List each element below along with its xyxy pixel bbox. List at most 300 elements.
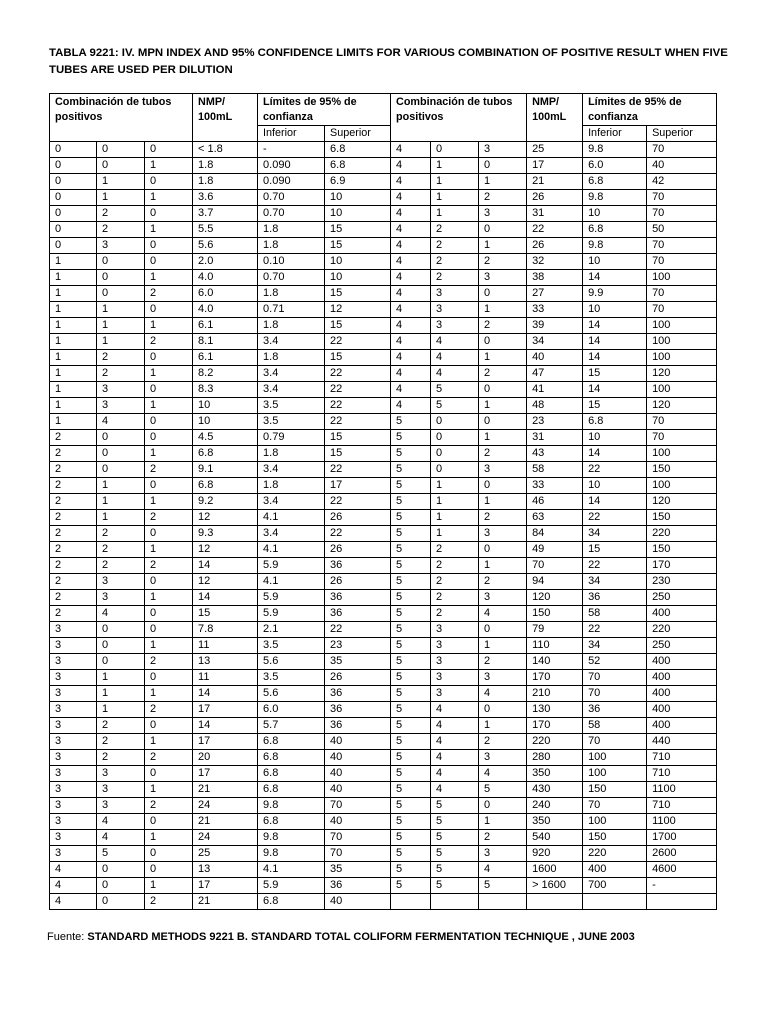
right-cell: 5 [431,862,479,878]
left-cell: 22 [325,526,391,542]
left-cell: 15 [325,446,391,462]
right-cell: 1600 [527,862,583,878]
table-row [50,862,717,878]
right-cell: 9.8 [583,142,647,158]
right-cell: 140 [527,654,583,670]
right-cell: 150 [527,606,583,622]
right-cell: 250 [647,638,717,654]
right-cell: 10 [583,254,647,270]
left-cell: 1 [145,158,193,174]
left-cell: 3 [50,846,97,862]
left-cell: 2 [145,798,193,814]
left-cell: 40 [325,894,391,910]
right-cell: 70 [647,206,717,222]
left-cell: 4 [50,894,97,910]
left-cell: 0.090 [258,158,325,174]
left-cell: 5.9 [258,606,325,622]
right-cell: 0 [479,702,527,718]
right-cell: 70 [647,286,717,302]
right-cell: 0 [479,334,527,350]
right-cell: 70 [647,302,717,318]
left-cell: 2 [97,350,145,366]
left-cell: 40 [325,766,391,782]
right-cell: 4 [391,366,431,382]
right-cell: 14 [583,494,647,510]
left-cell: 0.70 [258,190,325,206]
left-cell: 4 [97,414,145,430]
right-cell: 3 [431,318,479,334]
left-cell: 9.8 [258,798,325,814]
left-cell: 2 [145,654,193,670]
right-cell: 540 [527,830,583,846]
right-cell: 4 [391,350,431,366]
right-cell [583,894,647,910]
left-cell: 13 [193,862,258,878]
left-cell: 6.8 [258,782,325,798]
left-cell: 1 [97,478,145,494]
table-row [50,190,717,206]
right-cell [479,894,527,910]
table-row [50,510,717,526]
left-cell: 3 [50,638,97,654]
right-cell [431,894,479,910]
right-cell: 4 [479,686,527,702]
table-row [50,462,717,478]
right-cell: 52 [583,654,647,670]
right-cell: 1 [431,494,479,510]
left-cell: 17 [193,702,258,718]
right-cell: 0 [431,414,479,430]
table-row [50,366,717,382]
right-cell: 0 [479,478,527,494]
left-cell: 6.8 [258,894,325,910]
right-cell: 700 [583,878,647,894]
left-cell: 2 [97,366,145,382]
right-cell: 4 [391,238,431,254]
left-cell: 1.8 [193,158,258,174]
left-cell: 5.6 [258,686,325,702]
left-cell: 0 [145,622,193,638]
left-cell: 2.0 [193,254,258,270]
left-cell: 0 [145,174,193,190]
upper-header-right: Superior [647,126,717,142]
right-cell: 400 [647,606,717,622]
right-cell: 230 [647,574,717,590]
right-cell: 0 [479,382,527,398]
header-row [50,94,717,126]
right-cell: 39 [527,318,583,334]
left-cell: 26 [325,574,391,590]
right-cell: 63 [527,510,583,526]
left-cell: 9.8 [258,846,325,862]
left-cell: 5 [97,846,145,862]
right-cell: 33 [527,302,583,318]
left-cell: 36 [325,702,391,718]
left-cell: 1 [50,318,97,334]
right-cell: 5 [391,862,431,878]
right-cell: 70 [583,670,647,686]
left-cell: 0 [145,574,193,590]
table-row [50,222,717,238]
left-cell: 3 [50,830,97,846]
left-cell: 3 [50,718,97,734]
left-cell: 6.8 [193,446,258,462]
table-row [50,142,717,158]
combination-header-left: Combinación de tubos positivos [50,94,193,142]
right-cell: 150 [583,830,647,846]
right-cell: 4 [431,334,479,350]
right-cell: 0 [431,430,479,446]
left-cell: 24 [193,798,258,814]
left-cell: 3 [97,382,145,398]
right-cell: 22 [583,510,647,526]
left-cell: 22 [325,494,391,510]
left-cell: 0 [97,894,145,910]
left-cell: 1 [145,318,193,334]
right-cell: 5 [391,766,431,782]
right-cell: 5 [391,430,431,446]
right-cell: 400 [647,670,717,686]
left-cell: 17 [193,878,258,894]
right-cell: 47 [527,366,583,382]
right-cell: 70 [647,238,717,254]
right-cell: 9.9 [583,286,647,302]
right-cell: 14 [583,334,647,350]
left-cell: 1 [50,398,97,414]
left-cell: 36 [325,558,391,574]
right-cell: 6.8 [583,222,647,238]
right-cell: 1 [431,174,479,190]
left-cell: 3.4 [258,382,325,398]
left-cell: 70 [325,846,391,862]
left-cell: 1.8 [258,446,325,462]
left-cell: 1 [50,382,97,398]
right-cell: 1100 [647,782,717,798]
left-cell: 3 [50,702,97,718]
left-cell: 2 [97,750,145,766]
right-cell: 36 [583,702,647,718]
left-cell: 3.5 [258,670,325,686]
left-cell: 1 [50,254,97,270]
left-cell: 4.0 [193,302,258,318]
table-row [50,526,717,542]
table-body [50,142,717,910]
left-cell: 2 [97,222,145,238]
right-cell: 0 [479,414,527,430]
left-cell: 17 [193,766,258,782]
right-cell: 5 [479,878,527,894]
table-row [50,286,717,302]
left-cell: 22 [325,462,391,478]
right-cell: 150 [647,462,717,478]
source-text: STANDARD METHODS 9221 B. STANDARD TOTAL COLIFORM FERMENTATION TECHNIQUE , JUNE 2003 [87,931,635,943]
right-cell: 400 [647,718,717,734]
right-cell: 5 [391,814,431,830]
right-cell: 26 [527,190,583,206]
left-cell: 25 [193,846,258,862]
right-cell: - [647,878,717,894]
left-cell: 2 [50,430,97,446]
right-cell: 2 [479,446,527,462]
right-cell: 27 [527,286,583,302]
left-cell: 1.8 [258,286,325,302]
right-cell: 5 [431,382,479,398]
right-cell: 4 [391,302,431,318]
right-cell: 2 [431,254,479,270]
left-cell: 17 [325,478,391,494]
right-cell: 710 [647,750,717,766]
right-cell: 33 [527,478,583,494]
left-cell: 0 [145,430,193,446]
right-cell: 10 [583,302,647,318]
right-cell [391,894,431,910]
right-cell: 70 [647,142,717,158]
right-cell: 84 [527,526,583,542]
left-cell: 0 [145,526,193,542]
upper-header-left: Superior [325,126,391,142]
left-cell: 0 [97,862,145,878]
table-row [50,478,717,494]
right-cell: 0 [479,622,527,638]
right-cell: 5 [391,462,431,478]
left-cell: 0 [97,158,145,174]
left-cell: 8.1 [193,334,258,350]
left-cell: 10 [325,206,391,222]
left-cell: 0 [97,254,145,270]
right-cell: 3 [479,526,527,542]
left-cell: 1.8 [258,478,325,494]
right-cell: 100 [647,318,717,334]
right-cell: 3 [431,654,479,670]
left-cell: 15 [325,318,391,334]
right-cell: 2 [431,606,479,622]
right-cell: 280 [527,750,583,766]
right-cell: 22 [527,222,583,238]
right-cell: 100 [647,350,717,366]
left-cell: 4 [50,862,97,878]
right-cell: 4 [391,270,431,286]
right-cell: 120 [647,494,717,510]
right-cell: 40 [647,158,717,174]
right-cell: 150 [583,782,647,798]
table-row [50,318,717,334]
left-cell: 36 [325,606,391,622]
table-row [50,270,717,286]
right-cell: 5 [391,846,431,862]
left-cell: 3.4 [258,526,325,542]
table-row [50,174,717,190]
left-cell: 2 [97,558,145,574]
right-cell: 41 [527,382,583,398]
left-cell: 2 [50,542,97,558]
right-cell: 94 [527,574,583,590]
left-cell: 4 [50,878,97,894]
left-cell: 36 [325,878,391,894]
table-row [50,254,717,270]
right-cell: 5 [391,798,431,814]
left-cell: < 1.8 [193,142,258,158]
right-cell: 100 [647,382,717,398]
right-cell: 15 [583,398,647,414]
right-cell: 100 [583,814,647,830]
left-cell: 3 [50,622,97,638]
right-cell: 0 [431,462,479,478]
right-cell: 120 [647,398,717,414]
table-row [50,414,717,430]
right-cell: 0 [479,542,527,558]
left-cell: 1 [145,190,193,206]
left-cell: 0 [145,142,193,158]
right-cell: 110 [527,638,583,654]
left-cell: 9.3 [193,526,258,542]
right-cell: 400 [583,862,647,878]
right-cell: 5 [431,814,479,830]
left-cell: 0 [145,206,193,222]
right-cell: 5 [391,526,431,542]
right-cell: 3 [431,622,479,638]
right-cell: 50 [647,222,717,238]
right-cell: 220 [583,846,647,862]
right-cell: 3 [479,206,527,222]
right-cell: 17 [527,158,583,174]
left-cell: 1 [145,734,193,750]
left-cell: 1 [97,174,145,190]
left-cell: 3 [50,750,97,766]
left-cell: 3 [50,670,97,686]
right-cell: 150 [647,510,717,526]
table-row [50,766,717,782]
right-cell: 3 [479,462,527,478]
table-row [50,702,717,718]
left-cell: 22 [325,366,391,382]
right-cell [647,894,717,910]
left-cell: 0 [97,446,145,462]
left-cell: 35 [325,862,391,878]
left-cell: 9.2 [193,494,258,510]
right-cell: 1 [431,526,479,542]
left-cell: 1 [145,542,193,558]
left-cell: 6.0 [258,702,325,718]
right-cell: 9.8 [583,190,647,206]
left-cell: 1 [50,334,97,350]
left-cell: 2 [50,494,97,510]
left-cell: 0 [97,430,145,446]
table-row [50,206,717,222]
left-cell: 15 [325,286,391,302]
left-cell: 2 [97,542,145,558]
right-cell: 3 [431,302,479,318]
right-cell: 6.8 [583,174,647,190]
nmp-header-left: NMP/ 100mL [193,94,258,142]
right-cell: 22 [583,462,647,478]
right-cell: 14 [583,382,647,398]
left-cell: 4.5 [193,430,258,446]
left-cell: 0 [145,302,193,318]
right-cell: 2 [479,574,527,590]
left-cell: 6.0 [193,286,258,302]
right-cell: 5 [391,654,431,670]
right-cell: 3 [479,590,527,606]
right-cell: 4 [391,382,431,398]
right-cell: 400 [647,702,717,718]
right-cell: 2 [479,366,527,382]
left-cell: 0.79 [258,430,325,446]
lower-header-right: Inferior [583,126,647,142]
right-cell: 10 [583,430,647,446]
right-cell: 48 [527,398,583,414]
right-cell: 440 [647,734,717,750]
right-cell: 1700 [647,830,717,846]
left-cell: 40 [325,814,391,830]
left-cell: 15 [325,222,391,238]
table-row [50,846,717,862]
left-cell: 12 [193,510,258,526]
right-cell: 170 [527,718,583,734]
source-note [47,931,635,943]
left-cell: 3.4 [258,334,325,350]
right-cell: 5 [431,798,479,814]
left-cell: 1 [97,670,145,686]
left-cell: 2 [145,894,193,910]
left-cell: 2.1 [258,622,325,638]
left-cell: 10 [193,414,258,430]
left-cell: 0 [50,142,97,158]
table-title: TABLA 9221: IV. MPN INDEX AND 95% CONFIDENCE LIMITS FOR VARIOUS COMBINATION OF POSITIVE RESULT WHEN FIVE TUBES ARE USED PER DILUTION [49,47,728,76]
left-cell: 22 [325,622,391,638]
left-cell: 0 [97,462,145,478]
left-cell: 3.7 [193,206,258,222]
table-row [50,878,717,894]
right-cell: 0 [479,286,527,302]
combination-header-right: Combinación de tubos positivos [391,94,527,142]
left-cell: 14 [193,686,258,702]
right-cell: 4 [431,734,479,750]
right-cell: 58 [527,462,583,478]
right-cell: 31 [527,430,583,446]
table-row [50,382,717,398]
right-cell: 2 [479,254,527,270]
left-cell: 8.2 [193,366,258,382]
left-cell: 2 [145,334,193,350]
right-cell: 210 [527,686,583,702]
left-cell: 3 [97,238,145,254]
left-cell: 2 [50,590,97,606]
right-cell: 1 [431,510,479,526]
right-cell: 4 [391,222,431,238]
left-cell: 0 [97,638,145,654]
right-cell: 400 [647,654,717,670]
right-cell: 1 [479,494,527,510]
table-row [50,574,717,590]
right-cell: 100 [647,270,717,286]
table-row [50,158,717,174]
right-cell: 4 [431,702,479,718]
left-cell: 2 [145,558,193,574]
right-cell: 5 [431,846,479,862]
left-cell: 3 [50,734,97,750]
table-row [50,670,717,686]
right-cell: 5 [391,686,431,702]
right-cell: 32 [527,254,583,270]
right-cell: 14 [583,350,647,366]
left-cell: 4 [97,830,145,846]
left-cell: 0 [50,238,97,254]
left-cell: 1 [145,222,193,238]
right-cell: 120 [527,590,583,606]
left-cell: 3 [97,798,145,814]
table-row [50,686,717,702]
right-cell: 26 [527,238,583,254]
